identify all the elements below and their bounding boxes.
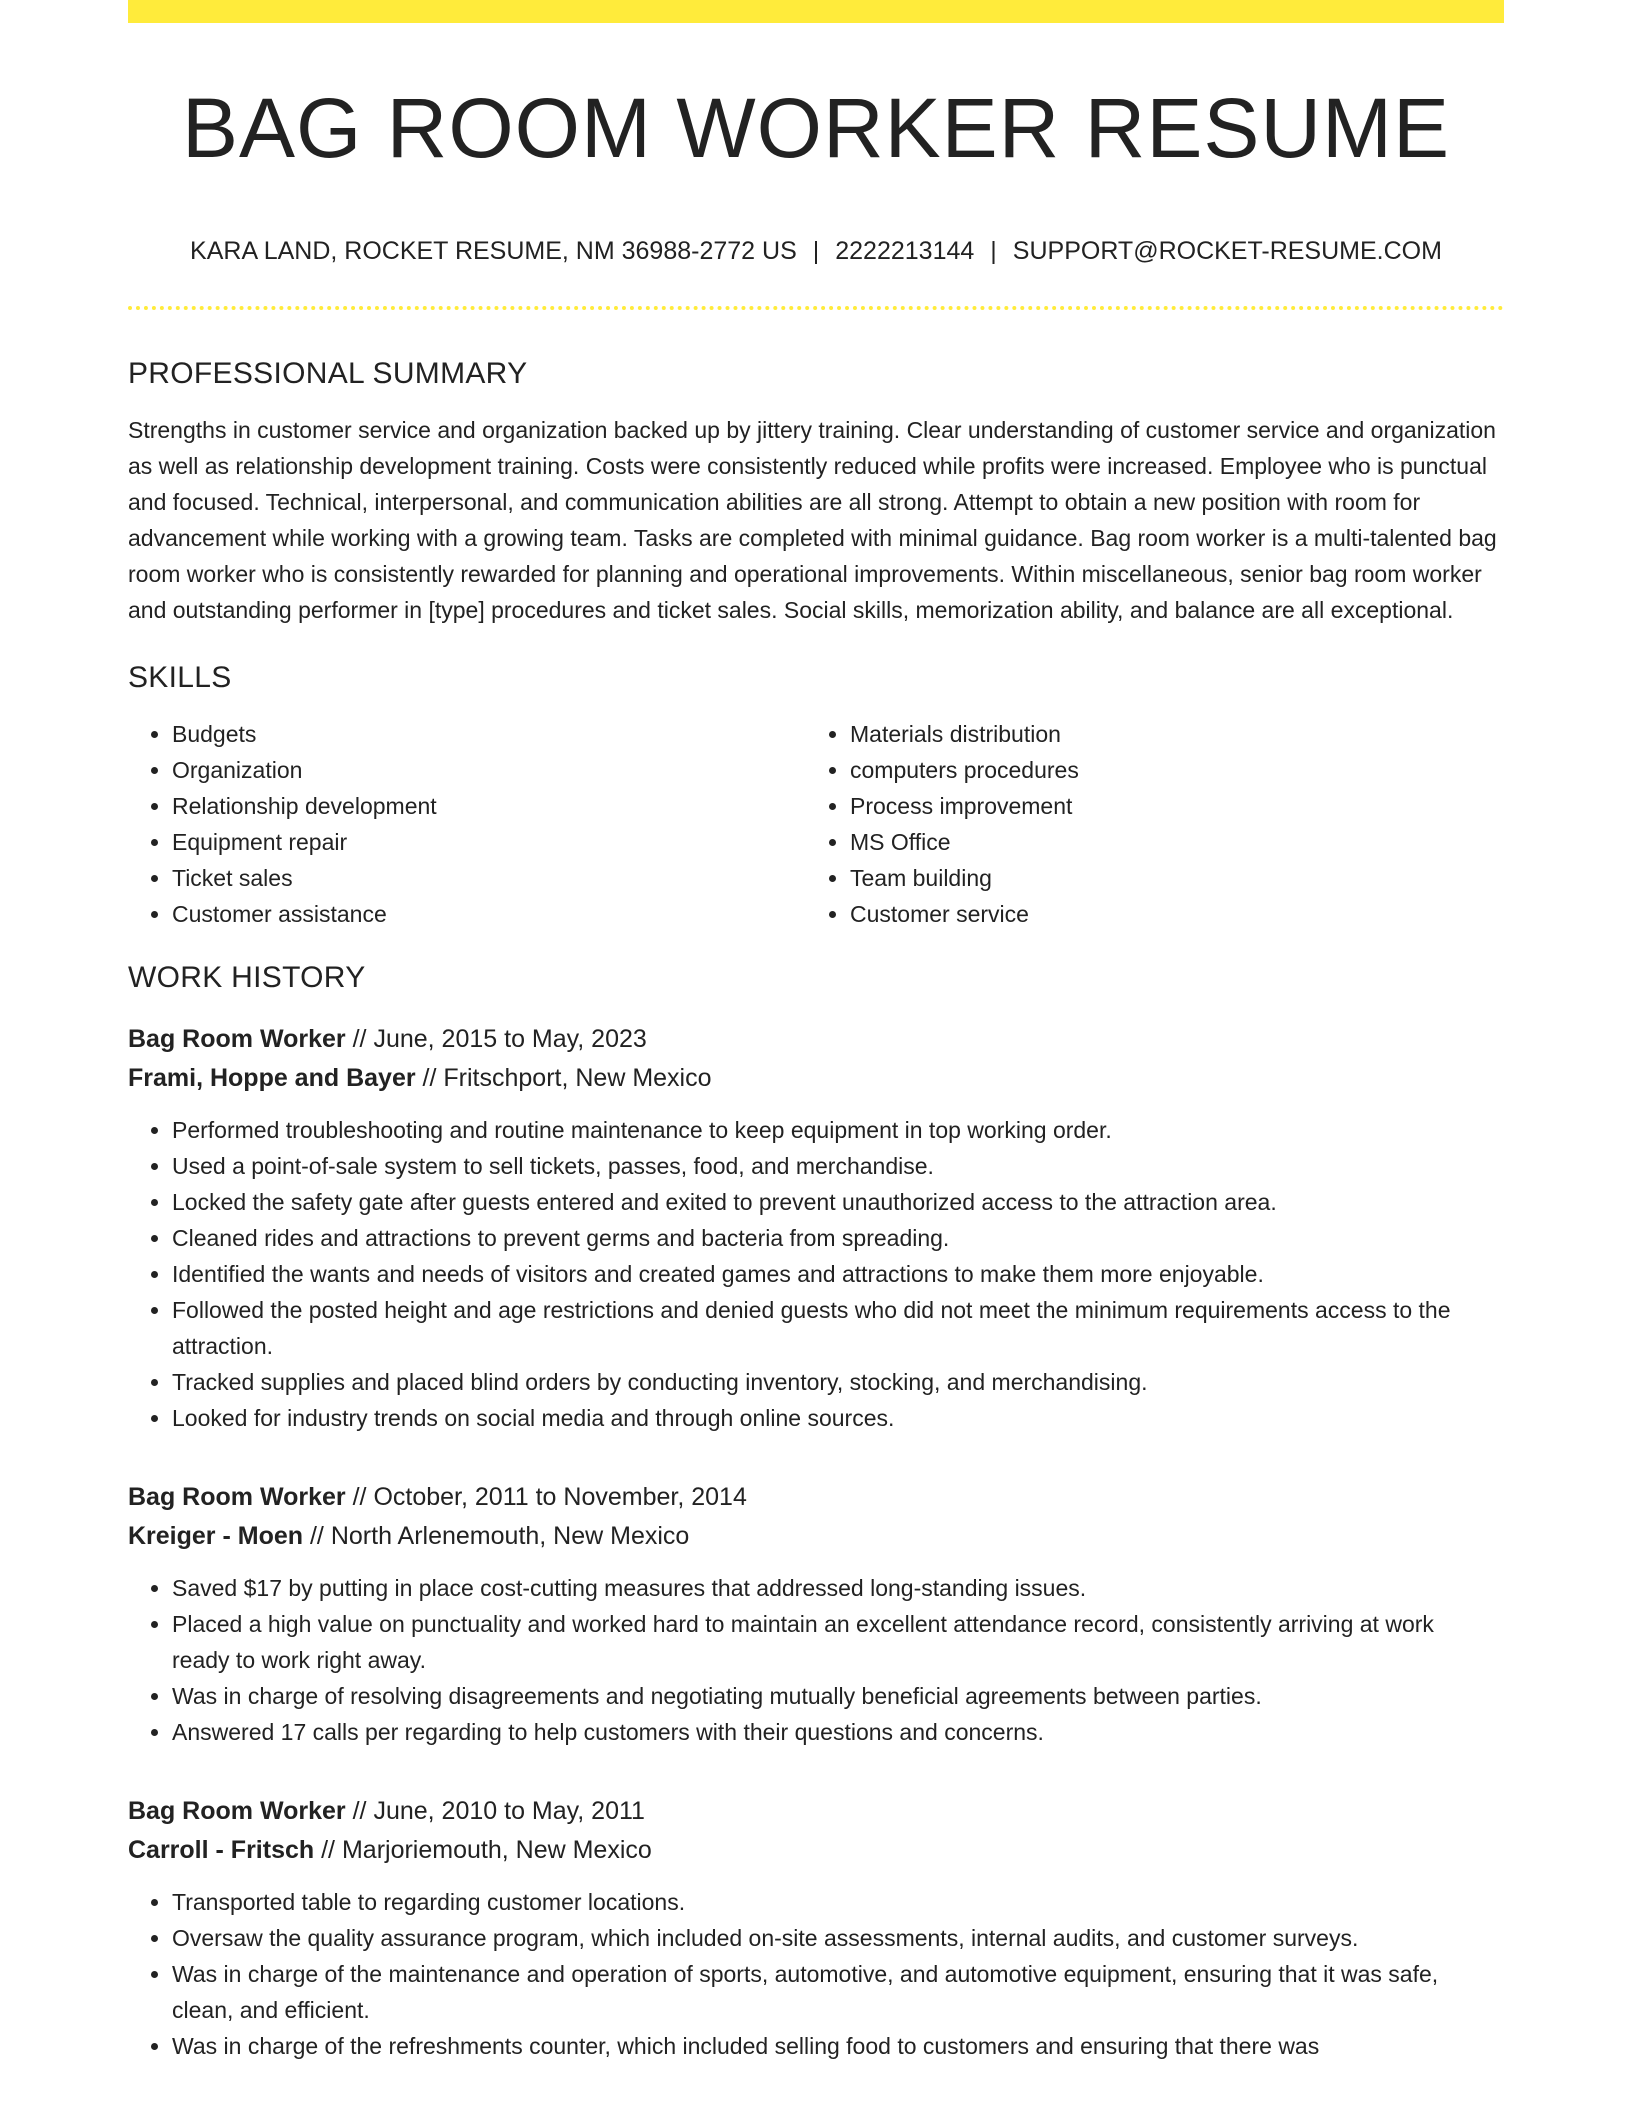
job-divider: //	[422, 1064, 437, 1092]
job-location: North Arlenemouth, New Mexico	[330, 1522, 690, 1550]
job-bullet: • Cleaned rides and attractions to prevent germs and bacteria from spreading.	[172, 1220, 1504, 1256]
job-bullet: • Performed troubleshooting and routine maintenance to keep equipment in top working order.	[172, 1112, 1504, 1148]
skill-item: • Budgets	[172, 716, 806, 752]
skill-item: • Relationship development	[172, 788, 806, 824]
skills-list-left	[128, 716, 806, 932]
job-title: Bag Room Worker	[128, 1483, 346, 1511]
job-title-line	[128, 1792, 1504, 1831]
job-company-line	[128, 1517, 1504, 1556]
job-bullet-list	[128, 1112, 1504, 1436]
job-bullet: • Followed the posted height and age restrictions and denied guests who did not meet the minimum requirements access to the attraction.	[172, 1292, 1504, 1364]
job-location: Fritschport, New Mexico	[443, 1064, 712, 1092]
job-bullet: • Looked for industry trends on social media and through online sources.	[172, 1400, 1504, 1436]
job-company: Carroll - Fritsch	[128, 1836, 315, 1864]
job-divider: //	[352, 1483, 367, 1511]
job-dates: June, 2010 to May, 2011	[373, 1797, 645, 1825]
job-bullet: • Saved $17 by putting in place cost-cutting measures that addressed long-standing issues.	[172, 1570, 1504, 1606]
job-divider: //	[352, 1025, 367, 1053]
skills-list-right	[806, 716, 1484, 932]
contact-separator: |	[812, 237, 820, 265]
job-bullet: • Tracked supplies and placed blind orders by conducting inventory, stocking, and merchandising.	[172, 1364, 1504, 1400]
job-title-line	[128, 1478, 1504, 1517]
summary-text: Strengths in customer service and organization backed up by jittery training. Clear understanding of customer service and organization as well as relationship development training. Costs were consistently reduced while profits were increased. Employee who is punctual and focused. Technical, interpersonal, and communication abilities are all strong. Attempt to obtain a new position with room for advancement while working with a growing team. Tasks are completed with minimal guidance. Bag room worker is a multi-talented bag room worker who is consistently rewarded for planning and operational improvements. Within miscellaneous, senior bag room worker and outstanding performer in [type] procedures and ticket sales. Social skills, memorization ability, and balance are all exceptional.	[128, 417, 1497, 623]
job-bullet: • Transported table to regarding customer locations.	[172, 1884, 1504, 1920]
job-bullet: • Answered 17 calls per regarding to help customers with their questions and concerns.	[172, 1714, 1504, 1750]
skill-item: • Organization	[172, 752, 806, 788]
skill-item: • Customer assistance	[172, 896, 806, 932]
job-divider: //	[309, 1522, 324, 1550]
job-bullet: • Was in charge of the maintenance and operation of sports, automotive, and automotive equipment, ensuring that it was safe, clean, and efficient.	[172, 1956, 1504, 2028]
work-history-heading: WORK HISTORY	[128, 961, 366, 994]
contact-phone: 2222213144	[835, 237, 975, 265]
job-bullet: • Was in charge of resolving disagreements and negotiating mutually beneficial agreements between parties.	[172, 1678, 1504, 1714]
skill-item: • Process improvement	[850, 788, 1484, 824]
job-title: Bag Room Worker	[128, 1797, 346, 1825]
job-divider: //	[352, 1797, 367, 1825]
job-entry	[128, 1478, 1504, 1750]
resume-content	[128, 0, 1504, 2059]
header-divider	[128, 306, 1504, 310]
skill-item: • Ticket sales	[172, 860, 806, 896]
job-dates: October, 2011 to November, 2014	[373, 1483, 747, 1511]
skill-item: • Materials distribution	[850, 716, 1484, 752]
job-bullet: • Placed a high value on punctuality and worked hard to maintain an excellent attendance record, consistently arriving at work ready to work right away.	[172, 1606, 1504, 1678]
skill-item: • Team building	[850, 860, 1484, 896]
job-entry	[128, 1020, 1504, 1436]
job-bullet-list	[128, 1884, 1504, 2064]
job-location: Marjoriemouth, New Mexico	[341, 1836, 652, 1864]
skill-item: • MS Office	[850, 824, 1484, 860]
resume-body	[128, 354, 1504, 2064]
job-bullet: • Locked the safety gate after guests entered and exited to prevent unauthorized access to the attraction area.	[172, 1184, 1504, 1220]
job-bullet: • Was in charge of the refreshments counter, which included selling food to customers and ensuring that there was	[172, 2028, 1504, 2064]
job-company: Frami, Hoppe and Bayer	[128, 1064, 416, 1092]
job-bullet: • Used a point-of-sale system to sell tickets, passes, food, and merchandise.	[172, 1148, 1504, 1184]
job-company: Kreiger - Moen	[128, 1522, 304, 1550]
contact-address: KARA LAND, ROCKET RESUME, NM 36988-2772 US	[190, 237, 797, 265]
job-title-line	[128, 1020, 1504, 1059]
contact-email: SUPPORT@ROCKET-RESUME.COM	[1012, 237, 1442, 265]
skill-item: • Equipment repair	[172, 824, 806, 860]
job-company-line	[128, 1831, 1504, 1870]
job-company-line	[128, 1059, 1504, 1098]
skill-item: • computers procedures	[850, 752, 1484, 788]
job-divider: //	[321, 1836, 336, 1864]
skill-item: • Customer service	[850, 896, 1484, 932]
skills-grid	[128, 716, 1504, 932]
resume-title: BAG ROOM WORKER RESUME	[181, 81, 1451, 175]
job-dates: June, 2015 to May, 2023	[373, 1025, 647, 1053]
contact-separator: |	[990, 237, 997, 265]
job-entry	[128, 1792, 1504, 2064]
skills-heading: SKILLS	[128, 661, 232, 694]
job-bullet-list	[128, 1570, 1504, 1750]
job-bullet: • Identified the wants and needs of visitors and created games and attractions to make them more enjoyable.	[172, 1256, 1504, 1292]
summary-heading: PROFESSIONAL SUMMARY	[128, 357, 528, 390]
job-title: Bag Room Worker	[128, 1025, 346, 1053]
job-bullet: • Oversaw the quality assurance program, which included on-site assessments, internal audits, and customer surveys.	[172, 1920, 1504, 1956]
contact-line	[128, 234, 1504, 268]
